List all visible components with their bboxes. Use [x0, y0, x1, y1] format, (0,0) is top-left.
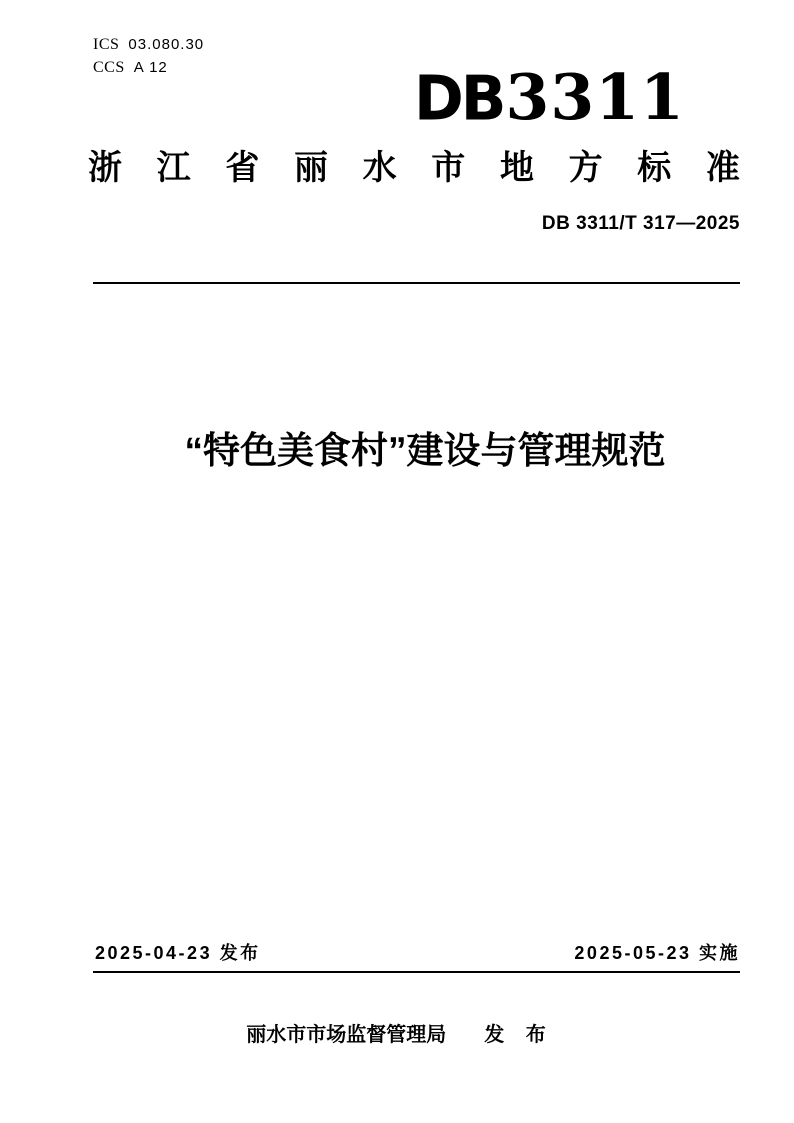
ccs-code-line: [93, 59, 168, 77]
banner-char: 方: [568, 149, 603, 187]
logo-region-code: 3311: [505, 60, 685, 134]
banner-char: 省: [225, 149, 260, 187]
implement-date: 2025-05-23 实施: [574, 943, 740, 963]
logo-db-prefix: DB: [414, 63, 504, 135]
banner-char: 丽: [293, 149, 328, 187]
header-divider-rule: [93, 282, 740, 284]
ccs-value: A 12: [133, 59, 168, 76]
banner-char: 准: [705, 149, 740, 187]
banner-char: 标: [637, 149, 672, 187]
publisher-agency: 丽水市市场监督管理局: [246, 1024, 447, 1046]
db-standard-logo: [414, 60, 685, 146]
standard-document-number: DB 3311/T 317—2025: [541, 213, 740, 234]
banner-char: 地: [499, 149, 534, 187]
issue-date: 2025-04-23 发布: [95, 943, 261, 963]
banner-char: 市: [431, 149, 466, 187]
banner-char: 江: [156, 149, 191, 187]
banner-char: 水: [362, 149, 397, 187]
standard-type-banner: [88, 147, 740, 189]
banner-char: 浙: [88, 149, 122, 187]
publisher-row: [0, 1022, 794, 1049]
ics-value: 03.080.30: [128, 36, 205, 53]
ccs-label: CCS: [93, 59, 125, 76]
dates-row: [95, 941, 740, 965]
publisher-action-label: 发 布: [484, 1024, 548, 1046]
footer-divider-rule: [93, 971, 740, 973]
ics-code-line: [93, 36, 204, 54]
ics-label: ICS: [93, 36, 120, 53]
standard-title: “特色美食村”建设与管理规范: [184, 430, 666, 471]
